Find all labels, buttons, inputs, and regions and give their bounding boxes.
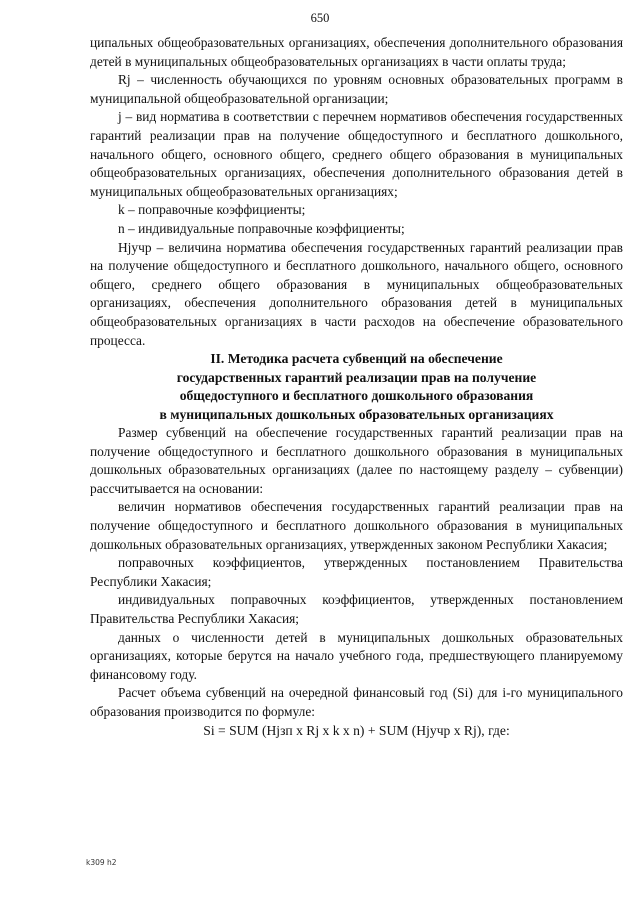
paragraph-j-definition: j – вид норматива в соответствии с перечнем нормативов обеспечения государственных гарантий реализации прав на получение общедоступного и бесплатного дошкольного, начального общего, основного общего, среднего общего образования в муниципальных общеобразовательных организациях, обеспечения дополнительного образования детей в муниципальных общеобразовательных организациях; <box>90 109 623 199</box>
paragraph-normatives: величин нормативов обеспечения государственных гарантий реализации прав на получение общедоступного и бесплатного дошкольного образования в муниципальных дошкольных образовательных организациях, утвержденных законом Республики Хакасия; <box>90 499 623 552</box>
section-heading-line-4: в муниципальных дошкольных образовательных организациях <box>159 406 554 422</box>
section-heading <box>90 350 623 424</box>
formula: Si = SUM (Hjзп x Rj x k x n) + SUM (Hjучр x Rj), где: <box>203 722 510 738</box>
paragraph-hjuchr-definition: Hjучр – величина норматива обеспечения государственных гарантий реализации прав на получение общедоступного и бесплатного дошкольного, начального общего, основного общего, среднего общего образования в муниципальных общеобразовательных организациях, обеспечения дополнительного образования детей в муниципальных общеобразовательных организациях в части расходов на обеспечение образовательного процесса. <box>90 239 623 348</box>
paragraph-correction-coefficients: поправочных коэффициентов, утвержденных постановлением Правительства Республики Хакасия; <box>90 555 623 589</box>
section-heading-line-3: общедоступного и бесплатного дошкольного образования <box>179 388 534 404</box>
paragraph-children-count: данных о численности детей в муниципальных дошкольных образовательных организациях, которые берутся на начало учебного года, предшествующего планируемому финансовому году. <box>90 629 623 682</box>
paragraph-subvention-size: Размер субвенций на обеспечение государственных гарантий реализации прав на получение общедоступного и бесплатного дошкольного образования в муниципальных дошкольных образовательных организациях (далее по настоящему разделу – субвенции) рассчитывается на основании: <box>90 425 623 496</box>
footer-code: k309 h2 <box>86 858 117 867</box>
paragraph-continuation: ципальных общеобразовательных организациях, обеспечения дополнительного образования детей в муниципальных общеобразовательных организациях в части оплаты труда; <box>90 35 623 69</box>
paragraph-rj-definition: Rj – численность обучающихся по уровням основных образовательных программ в муниципальной общеобразовательной организации; <box>90 72 623 106</box>
document-body <box>90 34 623 740</box>
page-number: 650 <box>310 11 330 25</box>
section-heading-line-1: II. Методика расчета субвенций на обеспечение <box>210 351 503 367</box>
paragraph-calculation-intro: Расчет объема субвенций на очередной финансовый год (Si) для i-го муниципального образования производится по формуле: <box>90 685 623 719</box>
paragraph-individual-coefficients: индивидуальных поправочных коэффициентов, утвержденных постановлением Правительства Республики Хакасия; <box>90 592 623 627</box>
section-heading-line-2: государственных гарантий реализации прав на получение <box>176 369 537 385</box>
paragraph-n-definition: n – индивидуальные поправочные коэффициенты; <box>118 220 405 236</box>
paragraph-k-definition: k – поправочные коэффициенты; <box>118 202 306 218</box>
